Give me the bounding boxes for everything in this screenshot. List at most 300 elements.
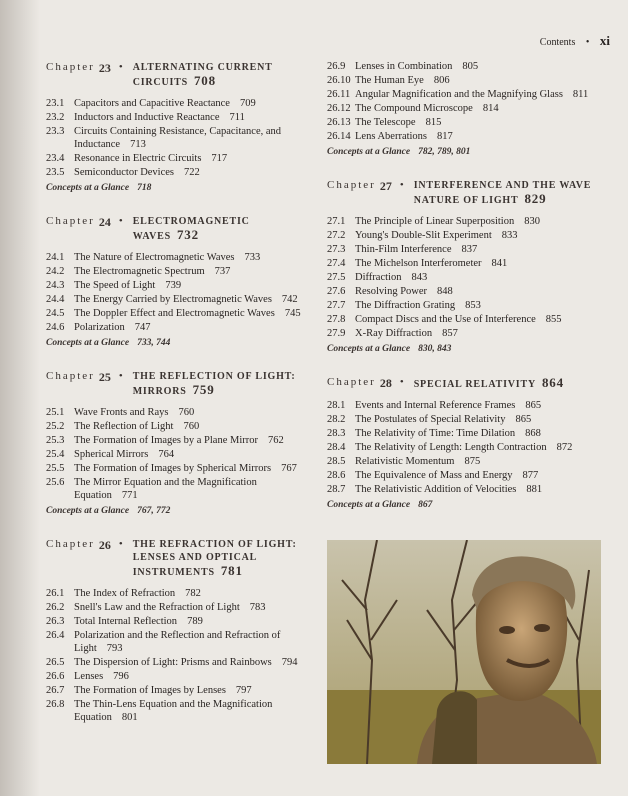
section-title-text: Events and Internal Reference Frames [355,400,516,411]
section-title [355,469,607,482]
section-title [74,448,308,461]
toc-entry[interactable] [46,406,308,419]
toc-entry[interactable] [46,434,308,447]
chapter-heading [327,179,607,207]
chapter-number: 26 [98,538,111,552]
chapter-label: Chapter [46,370,95,382]
bullet-separator: • [399,179,404,191]
section-number: 27.1 [327,216,346,227]
section-number: 26.5 [46,657,65,668]
section-title-text: Inductors and Inductive Reactance [74,112,220,123]
section-number: 25.4 [46,449,65,460]
section-number: 25.3 [46,435,65,446]
toc-entry[interactable] [46,420,308,433]
toc-entry[interactable] [46,448,308,461]
section-number: 23.5 [46,167,65,178]
section-title [74,265,308,278]
toc-entry[interactable] [46,462,308,475]
section-title-text: The Relativistic Addition of Velocities [355,484,517,495]
toc-entry[interactable] [327,102,607,115]
section-title-text: Lenses [74,671,104,682]
section-title-text: Thin-Film Interference [355,244,452,255]
toc-entry[interactable] [327,74,607,87]
section-title [355,229,607,242]
section-title [74,601,308,614]
section-title-text: Lens Aberrations [355,131,428,142]
toc-entry[interactable] [327,413,607,426]
section-page: 794 [281,657,298,668]
toc-entry[interactable] [327,215,607,228]
chapter-page-number: 759 [192,382,215,397]
chapter-label: Chapter [327,376,376,388]
section-title [355,88,607,101]
section-title-text: The Principle of Linear Superposition [355,216,515,227]
section-page: 872 [556,442,573,453]
concepts-at-a-glance [46,183,308,193]
section-page: 868 [525,428,541,439]
section-page: 797 [235,685,252,696]
concepts-at-a-glance [46,506,308,516]
section-list [46,587,308,724]
toc-entry[interactable] [46,629,308,655]
section-title [355,483,607,496]
section-title-text: The Michelson Interferometer [355,258,482,269]
chapter-number: 23 [98,61,111,75]
bullet-separator: • [118,370,123,382]
glance-label: Concepts at a Glance [327,147,411,157]
section-title [355,271,607,284]
section-number: 25.1 [46,407,65,418]
section-title [74,111,308,124]
section-title [355,130,607,143]
chapter-title [414,376,564,391]
chapter-number: 27 [379,179,392,193]
section-title [74,462,308,475]
chapter-title [133,61,308,89]
toc-left-column [46,61,308,742]
toc-entry[interactable] [46,321,308,334]
section-number: 27.3 [327,244,346,255]
chapter-page-number: 864 [542,375,564,390]
section-title [74,97,308,110]
section-page: 814 [482,103,499,114]
section-number: 27.2 [327,230,346,241]
section-number: 23.1 [46,98,65,109]
glance-pages: 867 [418,500,433,510]
section-title [74,279,308,292]
toc-entry[interactable] [327,130,607,143]
chapter-page-number: 829 [524,191,547,206]
section-number: 27.8 [327,314,346,325]
chapter-block [46,215,308,348]
section-title [74,656,308,669]
chapter-heading [46,538,308,579]
section-page: 833 [501,230,518,241]
section-number: 24.6 [46,322,65,333]
section-title [74,587,308,600]
section-page: 760 [183,421,200,432]
toc-entry[interactable] [46,601,308,614]
toc-entry[interactable] [46,279,308,292]
section-title-text: The Compound Microscope [355,103,473,114]
toc-entry[interactable] [327,60,607,73]
section-page: 789 [187,616,203,627]
section-number: 24.4 [46,294,65,305]
section-number: 26.10 [327,75,351,86]
section-title-text: The Reflection of Light [74,421,174,432]
section-number: 26.12 [327,103,351,114]
chapter-label: Chapter [46,61,95,73]
section-number: 26.7 [46,685,65,696]
section-number: 26.3 [46,616,65,627]
chapter-title [133,538,308,579]
section-number: 28.4 [327,442,346,453]
section-number: 24.5 [46,308,65,319]
toc-entry[interactable] [327,441,607,454]
chapter-number: 24 [98,215,111,229]
section-page: 853 [465,300,481,311]
section-title-text: Resonance in Electric Circuits [74,153,202,164]
section-title [355,285,607,298]
chapter-title-text: INTERFERENCE AND THE WAVE NATURE OF LIGHT [413,180,592,206]
section-number: 28.5 [327,456,346,467]
chapter-title-text: THE REFRACTION OF LIGHT: LENSES AND OPTICAL INSTRUMENTS [132,539,297,578]
chapter-title-text: ELECTROMAGNETIC WAVES [132,216,250,242]
section-title-text: Spherical Mirrors [74,449,149,460]
section-page: 762 [268,435,284,446]
section-number: 25.2 [46,421,65,432]
section-page: 783 [249,602,266,613]
glance-label: Concepts at a Glance [46,506,130,516]
section-title-text: The Speed of Light [74,280,156,291]
toc-entry[interactable] [327,116,607,129]
toc-entry[interactable] [46,587,308,600]
section-number: 27.4 [327,258,346,269]
section-title [355,313,607,326]
section-title [355,243,607,256]
running-head [540,33,610,49]
chapter-block [327,179,607,354]
toc-entry[interactable] [46,684,308,697]
section-title-text: Polarization [74,322,125,333]
section-number: 23.3 [46,126,65,137]
chapter-block [327,60,607,157]
chapter-title-text: SPECIAL RELATIVITY [413,379,536,390]
section-title [74,629,308,655]
section-title-text: Relativistic Momentum [355,456,455,467]
chapter-heading [46,370,308,398]
section-title [74,293,308,306]
section-page: 760 [178,407,195,418]
section-number: 26.2 [46,602,65,613]
section-title-text: The Thin-Lens Equation and the Magnification Equation [74,699,273,723]
section-title-text: Snell's Law and the Refraction of Light [74,602,240,613]
section-page: 796 [113,671,129,682]
chapter-heading [46,215,308,243]
section-title [74,684,308,697]
section-number: 24.2 [46,266,65,277]
section-title [355,427,607,440]
chapter-heading [46,61,308,89]
toc-entry[interactable] [327,399,607,412]
section-page: 805 [462,61,479,72]
toc-entry[interactable] [46,125,308,151]
section-title [355,116,607,129]
glance-pages: 767, 772 [137,506,171,516]
section-title [355,60,607,73]
toc-entry[interactable] [327,271,607,284]
bullet-separator: • [399,376,404,388]
section-title [355,257,607,270]
section-title-text: The Formation of Images by Spherical Mirrors [74,463,272,474]
section-page: 865 [525,400,542,411]
section-list [46,97,308,179]
section-title [355,215,607,228]
section-page: 857 [442,328,458,339]
section-title [74,476,308,502]
section-page: 722 [184,167,200,178]
section-page: 733 [244,252,261,263]
bullet-separator: • [118,61,123,73]
section-page: 811 [572,89,589,100]
section-title-text: The Mirror Equation and the Magnification Equation [74,477,257,501]
chapter-page-number: 781 [220,563,243,578]
section-page: 848 [437,286,453,297]
chapter-block [46,538,308,724]
chapter-title-text: ALTERNATING CURRENT CIRCUITS [132,62,273,88]
section-number: 26.1 [46,588,65,599]
section-list [327,215,607,340]
section-number: 25.5 [46,463,65,474]
chapter-title [133,370,308,398]
glance-label: Concepts at a Glance [46,338,130,348]
section-page: 739 [165,280,182,291]
section-title-text: The Doppler Effect and Electromagnetic Waves [74,308,275,319]
section-title-text: Wave Fronts and Rays [74,407,169,418]
chapter-page-number: 708 [194,73,216,88]
section-number: 23.4 [46,153,65,164]
section-number: 23.2 [46,112,65,123]
section-list [46,251,308,334]
section-title-text: Resolving Power [355,286,428,297]
section-title-text: The Equivalence of Mass and Energy [355,470,513,481]
section-page: 817 [437,131,453,142]
section-title-text: The Nature of Electromagnetic Waves [74,252,235,263]
chapter-number: 28 [379,376,392,390]
section-title-text: The Electromagnetic Spectrum [74,266,205,277]
toc-entry[interactable] [327,299,607,312]
section-page: 841 [491,258,508,269]
section-page: 782 [185,588,201,599]
section-title [355,299,607,312]
running-head-label: Contents [539,37,576,48]
toc-entry[interactable] [46,615,308,628]
section-number: 26.8 [46,699,65,710]
section-title [74,698,308,724]
glance-pages: 718 [137,183,152,193]
chapter-title [133,215,308,243]
section-page: 877 [522,470,539,481]
section-number: 28.1 [327,400,346,411]
toc-entry[interactable] [327,88,607,101]
statue-photo [327,540,601,764]
section-list [327,60,607,143]
section-title-text: Capacitors and Capacitive Reactance [74,98,230,109]
toc-entry[interactable] [327,427,607,440]
bullet-separator: • [118,538,123,550]
section-page: 737 [214,266,231,277]
glance-label: Concepts at a Glance [46,183,130,193]
section-number: 28.3 [327,428,346,439]
glance-label: Concepts at a Glance [327,344,411,354]
section-title-text: Compact Discs and the Use of Interference [355,314,536,325]
section-page: 875 [464,456,481,467]
section-title [74,152,308,165]
section-page: 771 [121,490,138,501]
section-page: 830 [524,216,540,227]
glance-pages: 830, 843 [418,344,452,354]
section-number: 26.9 [327,61,346,72]
bullet-separator: • [118,215,123,227]
toc-entry[interactable] [46,97,308,110]
toc-entry[interactable] [46,265,308,278]
page-number: xi [599,33,610,48]
section-number: 26.13 [327,117,351,128]
chapter-block [46,370,308,516]
section-number: 27.7 [327,300,346,311]
section-number: 26.11 [327,89,351,100]
section-page: 865 [515,414,532,425]
chapter-label: Chapter [46,215,95,227]
chapter-block [46,61,308,193]
section-title [74,166,308,179]
section-title [355,327,607,340]
toc-entry[interactable] [46,698,308,724]
bronze-bust-photo [327,540,601,764]
section-page: 806 [433,75,450,86]
section-number: 25.6 [46,477,65,488]
section-title-text: The Dispersion of Light: Prisms and Rainbows [74,657,272,668]
section-title-text: The Human Eye [355,75,424,86]
section-title [355,102,607,115]
section-list [46,406,308,502]
chapter-page-number: 732 [176,227,199,242]
concepts-at-a-glance [46,338,308,348]
section-title [74,321,308,334]
toc-entry[interactable] [46,670,308,683]
section-title [355,399,607,412]
toc-entry[interactable] [327,257,607,270]
section-number: 24.1 [46,252,65,263]
section-title-text: Total Internal Reflection [74,616,178,627]
chapter-label: Chapter [46,538,95,550]
section-title-text: The Index of Refraction [74,588,176,599]
section-title-text: Young's Double-Slit Experiment [355,230,492,241]
section-title-text: Diffraction [355,272,402,283]
section-page: 709 [239,98,256,109]
section-title [74,420,308,433]
section-number: 27.5 [327,272,346,283]
toc-entry[interactable] [46,251,308,264]
section-title [74,434,308,447]
chapter-label: Chapter [327,179,376,191]
section-page: 855 [545,314,562,325]
section-number: 28.6 [327,470,346,481]
section-page: 837 [461,244,478,255]
bullet-separator: • [585,37,590,48]
section-title [74,251,308,264]
section-page: 713 [130,139,146,150]
section-title-text: The Telescope [355,117,416,128]
toc-entry[interactable] [327,469,607,482]
chapter-number: 25 [98,370,111,384]
concepts-at-a-glance [327,500,607,510]
section-number: 28.2 [327,414,346,425]
section-title-text: The Energy Carried by Electromagnetic Waves [74,294,272,305]
section-title-text: Semiconductor Devices [74,167,175,178]
toc-entry[interactable] [46,307,308,320]
toc-entry[interactable] [46,111,308,124]
toc-entry[interactable] [46,152,308,165]
section-page: 801 [121,712,138,723]
section-number: 27.6 [327,286,346,297]
section-title [74,670,308,683]
section-number: 28.7 [327,484,346,495]
toc-entry[interactable] [46,293,308,306]
toc-entry[interactable] [46,476,308,502]
toc-entry[interactable] [46,166,308,179]
toc-entry[interactable] [327,243,607,256]
toc-entry[interactable] [327,327,607,340]
section-title-text: The Formation of Images by Lenses [74,685,226,696]
section-title-text: Circuits Containing Resistance, Capacitance, and Inductance [74,126,282,150]
section-title-text: The Relativity of Length: Length Contraction [355,442,547,453]
section-number: 26.14 [327,131,351,142]
section-page: 764 [158,449,175,460]
glance-pages: 782, 789, 801 [418,147,471,157]
section-title-text: Angular Magnification and the Magnifying Glass [355,89,563,100]
section-title-text: The Relativity of Time: Time Dilation [355,428,516,439]
concepts-at-a-glance [327,344,607,354]
concepts-at-a-glance [327,147,607,157]
section-title [74,615,308,628]
section-number: 24.3 [46,280,65,291]
toc-entry[interactable] [327,483,607,496]
toc-entry[interactable] [327,455,607,468]
section-title [74,406,308,419]
section-title [74,307,308,320]
section-title [74,125,308,151]
section-page: 717 [211,153,228,164]
section-title [355,413,607,426]
toc-entry[interactable] [46,656,308,669]
section-title-text: X-Ray Diffraction [355,328,433,339]
section-number: 26.4 [46,630,65,641]
section-number: 27.9 [327,328,346,339]
section-page: 745 [284,308,301,319]
section-title-text: Lenses in Combination [355,61,453,72]
chapter-title [414,179,607,207]
section-title [355,74,607,87]
toc-entry[interactable] [327,285,607,298]
toc-entry[interactable] [327,229,607,242]
section-page: 793 [106,643,123,654]
page-gutter-shadow [0,0,40,796]
toc-entry[interactable] [327,313,607,326]
section-title-text: The Diffraction Grating [355,300,456,311]
section-page: 815 [425,117,442,128]
section-page: 747 [134,322,151,333]
